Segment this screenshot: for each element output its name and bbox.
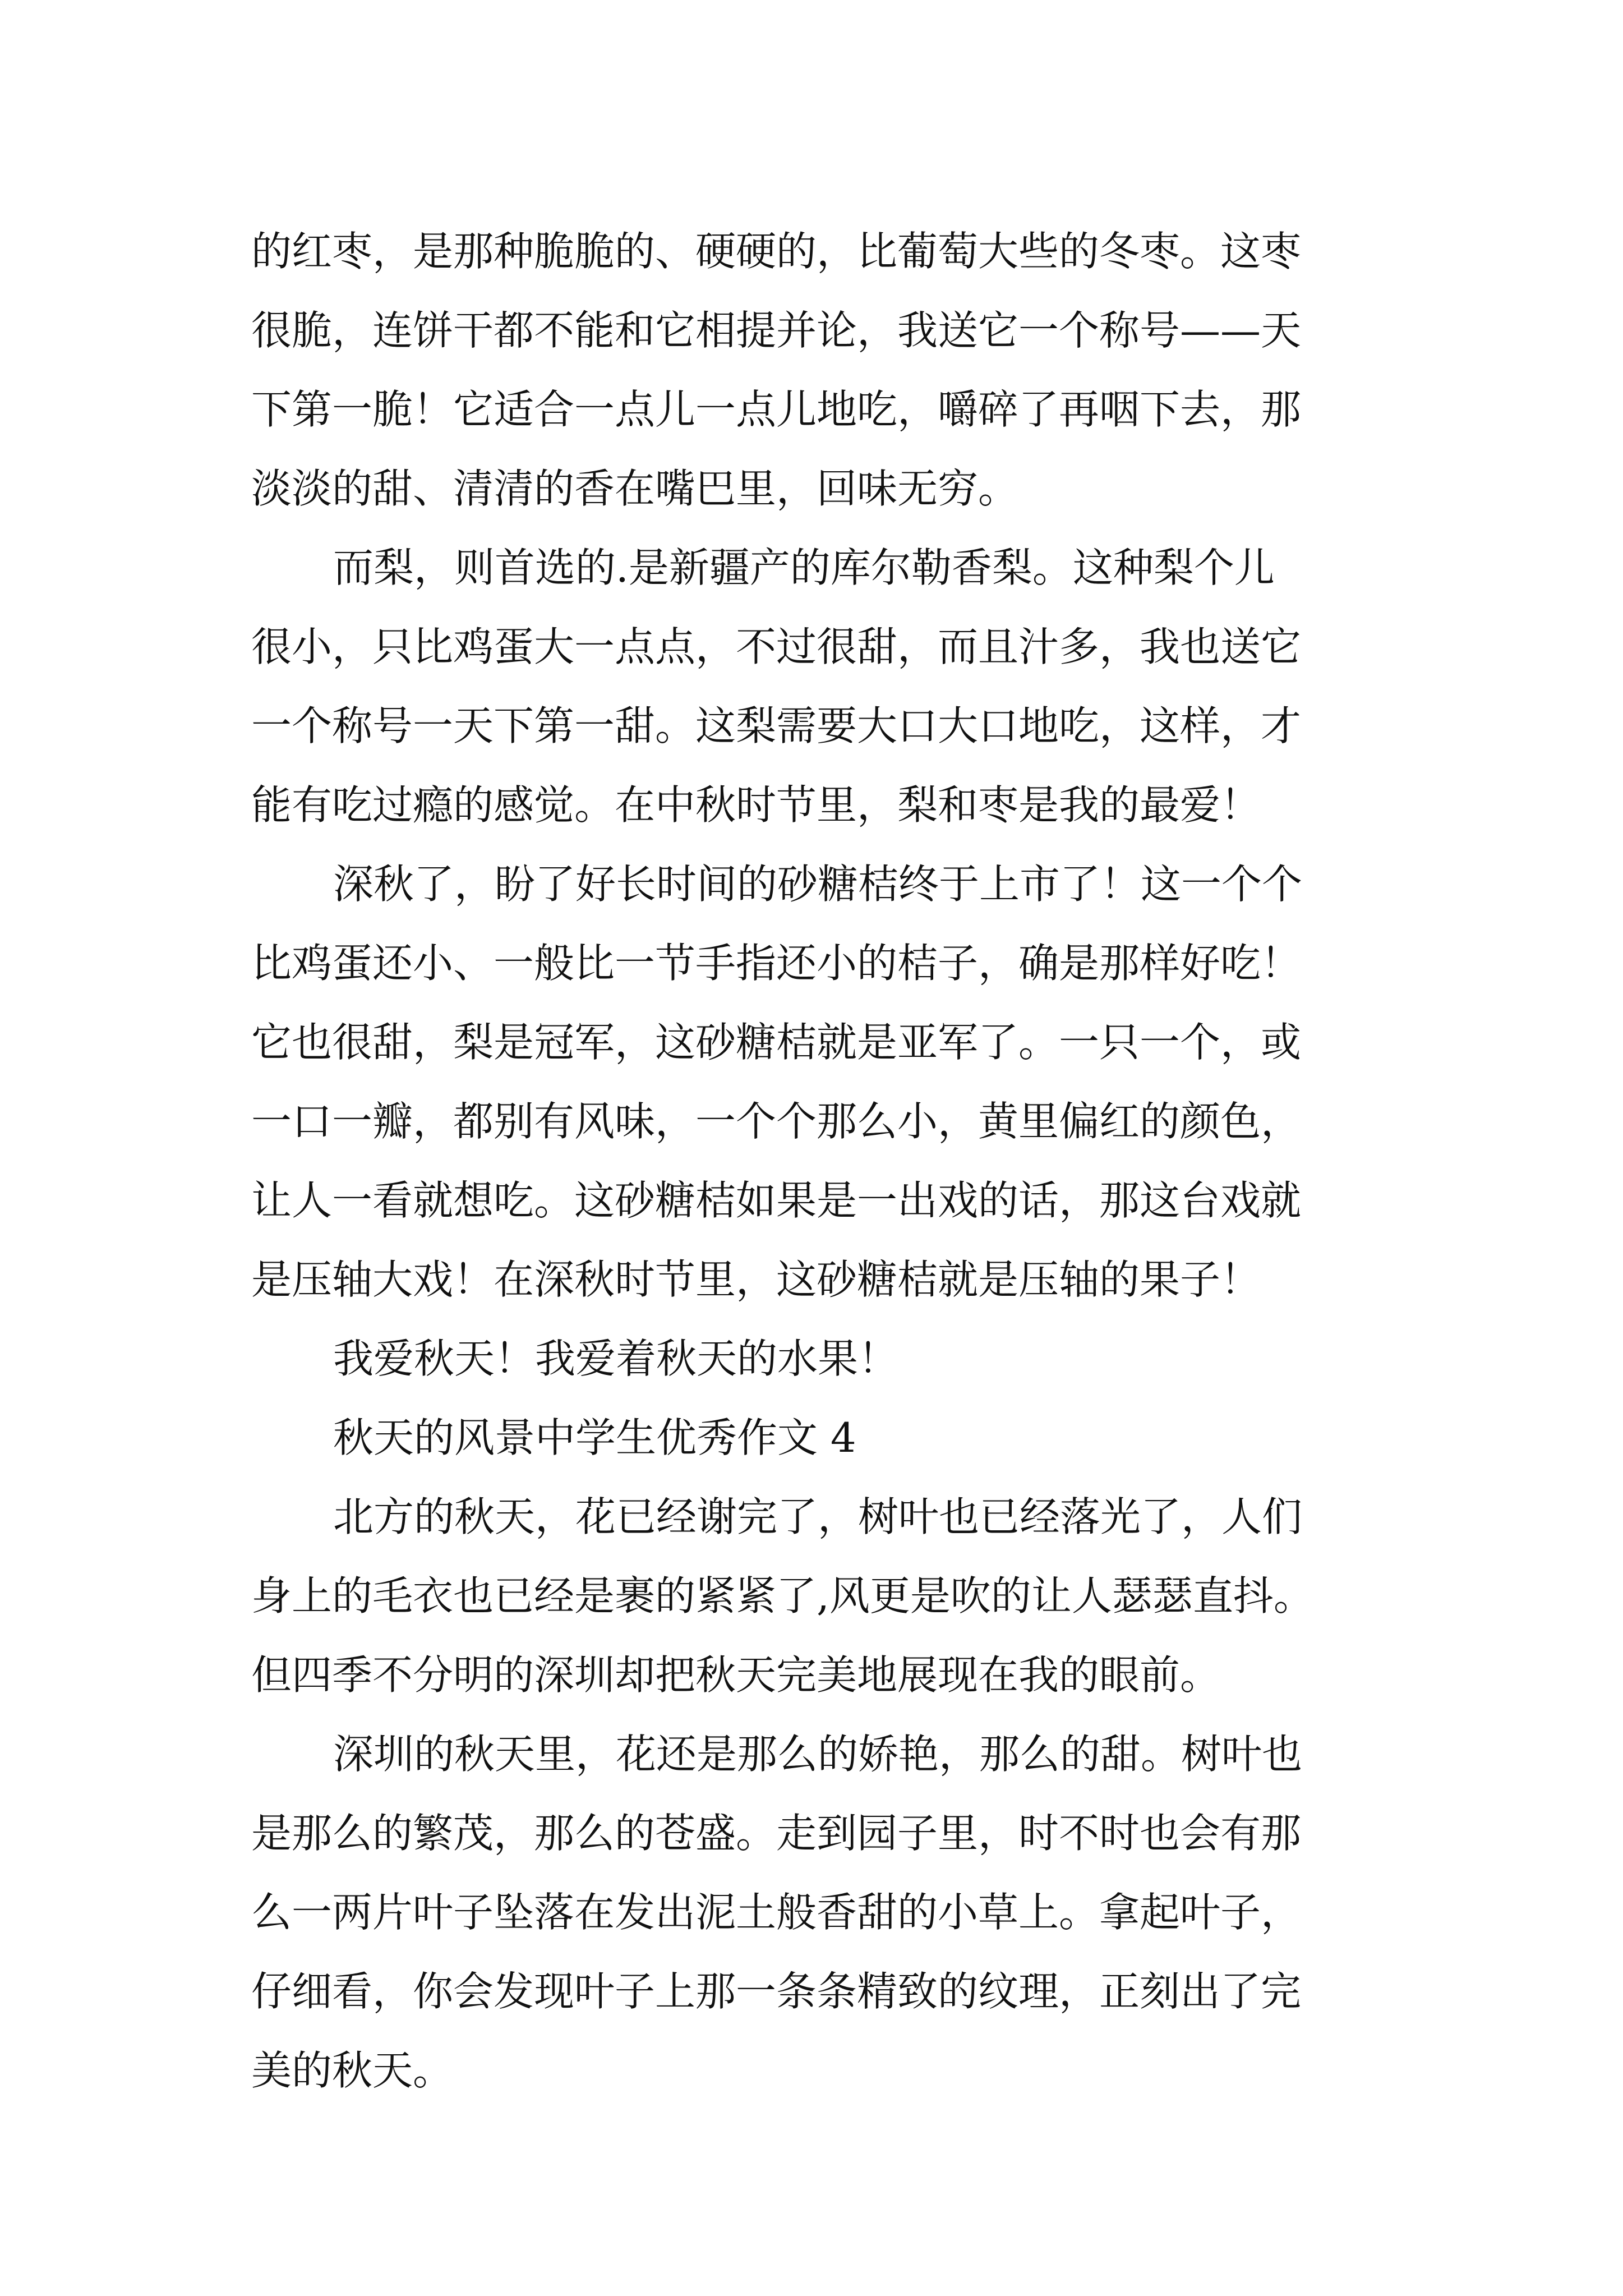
text-line: 身上的毛衣也已经是裹的紧紧了,风更是吹的让人瑟瑟直抖。: [251, 1572, 1314, 1619]
text-line: 它也很甜，梨是冠军，这砂糖桔就是亚军了。一只一个，或: [251, 1019, 1302, 1066]
paragraph-start-line: 而梨，则首选的.是新疆产的库尔勒香梨。这种梨个儿: [333, 544, 1275, 591]
text-line: 很小，只比鸡蛋大一点点，不过很甜，而且汁多，我也送它: [251, 623, 1302, 670]
text-line: 淡淡的甜、清清的香在嘴巴里，回味无穷。: [251, 465, 1019, 512]
text-line: 美的秋天。: [251, 2047, 454, 2094]
text-line: 下第一脆！它适合一点儿一点儿地吃，嚼碎了再咽下去，那: [251, 386, 1302, 433]
text-line: 让人一看就想吃。这砂糖桔如果是一出戏的话，那这台戏就: [251, 1177, 1302, 1224]
text-line: 一个称号一天下第一甜。这梨需要大口大口地吃，这样，才: [251, 702, 1302, 749]
text-line: 的红枣，是那种脆脆的、硬硬的，比葡萄大些的冬枣。这枣: [251, 228, 1302, 275]
text-line: 一口一瓣，都别有风味，一个个那么小，黄里偏红的颜色，: [251, 1098, 1302, 1145]
section-heading: 秋天的风景中学生优秀作文 4: [333, 1414, 856, 1461]
text-line: 仔细看，你会发现叶子上那一条条精致的纹理，正刻出了完: [251, 1968, 1302, 2015]
text-line: 么一两片叶子坠落在发出泥土般香甜的小草上。拿起叶子，: [251, 1889, 1302, 1936]
text-line: 是压轴大戏！在深秋时节里，这砂糖桔就是压轴的果子！: [251, 1256, 1261, 1303]
text-line: 但四季不分明的深圳却把秋天完美地展现在我的眼前。: [251, 1651, 1221, 1699]
paragraph-start-line: 北方的秋天，花已经谢完了，树叶也已经落光了，人们: [333, 1493, 1303, 1540]
text-line: 比鸡蛋还小、一般比一节手指还小的桔子，确是那样好吃！: [251, 940, 1302, 987]
text-line: 很脆，连饼干都不能和它相提并论，我送它一个称号——天: [251, 307, 1302, 354]
body-text: [251, 212, 1384, 2110]
paragraph-start-line: 深秋了，盼了好长时间的砂糖桔终于上市了！这一个个: [333, 861, 1303, 908]
paragraph-start-line: 我爱秋天！我爱着秋天的水果！: [333, 1335, 899, 1382]
text-line: 是那么的繁茂，那么的苍盛。走到园子里，时不时也会有那: [251, 1810, 1302, 1857]
paragraph-start-line: 深圳的秋天里，花还是那么的娇艳，那么的甜。树叶也: [333, 1731, 1303, 1778]
text-line: 能有吃过瘾的感觉。在中秋时节里，梨和枣是我的最爱！: [251, 781, 1261, 829]
